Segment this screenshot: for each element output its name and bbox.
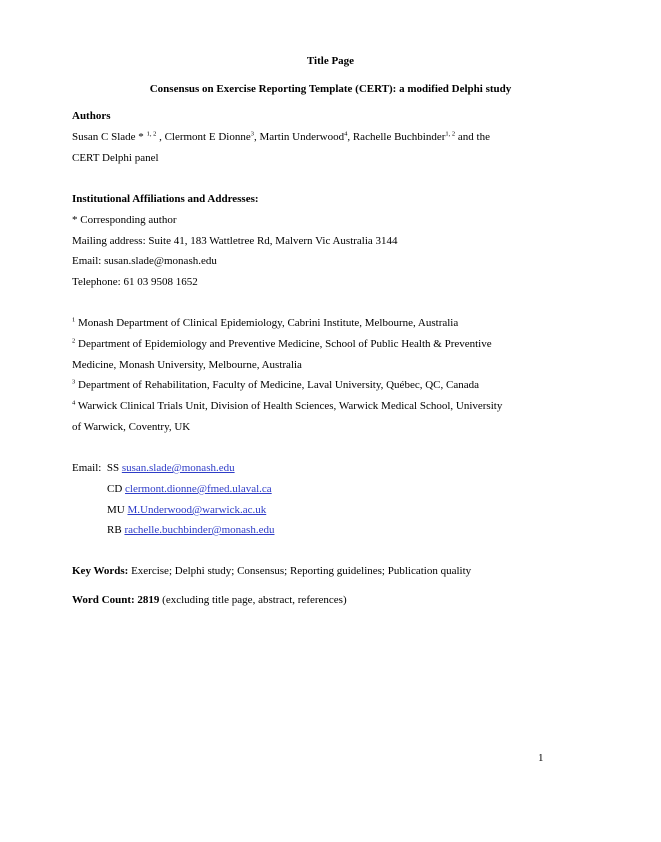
email-row-cd [107,482,272,496]
affiliation-text: Department of Rehabilitation, Faculty of Medicine, Laval University, Québec, QC, Canada [78,379,479,391]
title-page-heading: Title Page [306,55,355,67]
affiliation-item-3 [72,378,479,392]
word-count-label: Word Count: 2819 [72,594,160,606]
email-link-dionne[interactable]: clermont.dionne@fmed.ulaval.ca [125,483,272,495]
affiliation-number: 3 [72,378,76,386]
keywords-label: Key Words: [72,565,129,577]
affiliation-item-4-continued: of Warwick, Coventry, UK [72,421,191,433]
affiliations-heading: Institutional Affiliations and Addresses: [72,193,259,205]
affiliation-number: 1 [72,316,76,324]
email-link-buchbinder[interactable]: rachelle.buchbinder@monash.edu [124,524,275,536]
affiliation-text: Department of Epidemiology and Preventive Medicine, School of Public Health & Preventive [78,338,492,350]
authors-line-2: CERT Delphi panel [72,152,159,164]
author-dionne: , Clermont E Dionne [159,131,251,143]
email-initials: CD [107,483,123,495]
email-row-ss [72,461,235,475]
authors-tail: and the [455,131,490,143]
email-label: Email: [72,462,102,474]
email-initials: MU [107,504,125,516]
author-slade: Susan C Slade * [72,131,144,143]
affiliation-number: 4 [72,399,76,407]
authors-line-1 [72,130,490,144]
contact-email: Email: susan.slade@monash.edu [72,255,217,267]
author-underwood: , Martin Underwood [253,131,345,143]
affiliation-item-2-continued: Medicine, Monash University, Melbourne, Australia [72,359,302,371]
author-buchbinder-affiliation: 1, 2 [445,130,456,138]
affiliation-item-2 [72,337,492,351]
author-dionne-affiliation: 3 [250,130,254,138]
affiliation-number: 2 [72,337,76,345]
word-count [72,593,347,607]
affiliation-text: Monash Department of Clinical Epidemiology, Cabrini Institute, Melbourne, Australia [78,317,459,329]
affiliation-item-1 [72,316,458,330]
email-row-mu [107,503,266,517]
affiliation-item-4 [72,399,502,413]
email-initials: RB [107,524,122,536]
page-number: 1 [538,752,544,764]
word-count-text: (excluding title page, abstract, references) [159,594,347,606]
authors-heading: Authors [72,110,111,122]
email-link-slade[interactable]: susan.slade@monash.edu [121,462,235,474]
corresponding-author-note: * Corresponding author [72,214,177,226]
keywords-text: Exercise; Delphi study; Consensus; Reporting guidelines; Publication quality [128,565,472,577]
email-row-rb [107,523,274,537]
email-initials: SS [106,462,120,474]
paper-title: Consensus on Exercise Reporting Template (CERT): a modified Delphi study [149,83,512,95]
contact-telephone: Telephone: 61 03 9508 1652 [72,276,198,288]
keywords [72,564,471,578]
author-slade-affiliation: 1, 2 [146,130,157,138]
email-link-underwood[interactable]: M.Underwood@warwick.ac.uk [127,504,267,516]
mailing-address: Mailing address: Suite 41, 183 Wattletree Rd, Malvern Vic Australia 3144 [72,235,398,247]
author-buchbinder: , Rachelle Buchbinder [347,131,446,143]
affiliation-text: Warwick Clinical Trials Unit, Division of Health Sciences, Warwick Medical School, University [77,400,503,412]
author-underwood-affiliation: 4 [344,130,348,138]
